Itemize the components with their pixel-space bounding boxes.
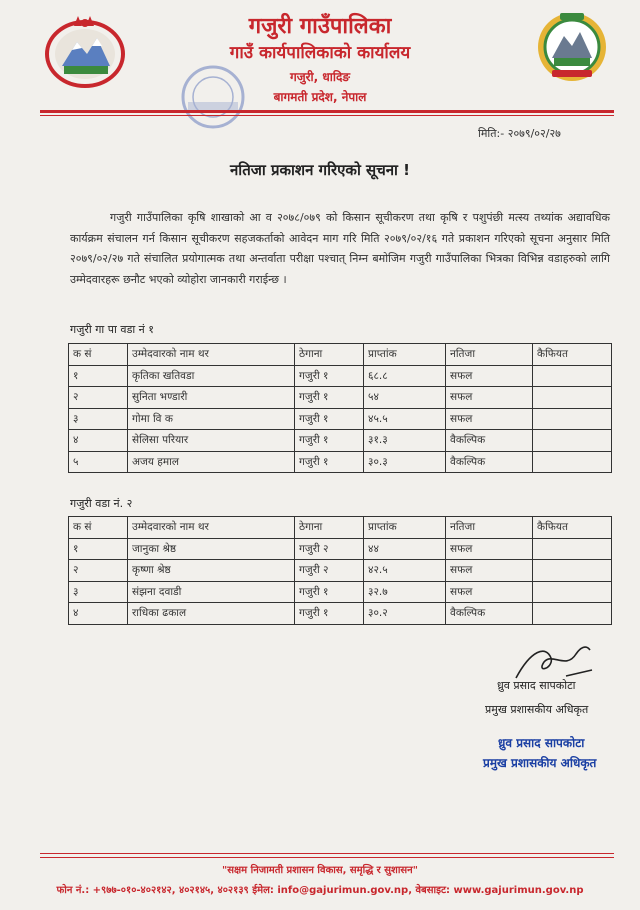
table-header-row <box>69 517 612 539</box>
table-cell: ५ <box>69 451 128 473</box>
table-cell: गजुरी १ <box>295 387 364 409</box>
table-cell: वैकल्पिक <box>446 430 533 452</box>
table-row <box>69 430 612 452</box>
table-cell: ३०.३ <box>364 451 446 473</box>
table-cell: गजुरी २ <box>295 560 364 582</box>
signatory-designation: प्रमुख प्रशासकीय अधिकृत <box>485 703 589 716</box>
table-row <box>69 603 612 625</box>
table-row <box>69 560 612 582</box>
table-cell: सफल <box>446 581 533 603</box>
office-location: गजुरी, धादिङ <box>289 70 351 84</box>
section-title: गजुरी गा पा वडा नं १ <box>70 323 154 336</box>
table-cell: कृष्णा श्रेष्ठ <box>128 560 295 582</box>
table-cell <box>533 560 612 582</box>
table-cell: १ <box>69 365 128 387</box>
footer-contact: फोन नं.: +९७७-०१०-४०२१४२, ४०२१४५, ४०२१३९ ईमेल: info@gajurimun.gov.np, वेबसाइट: www.gajurimun.gov.np <box>56 885 584 896</box>
footer-rule <box>40 853 614 854</box>
table-cell: वैकल्पिक <box>446 603 533 625</box>
table-cell: कृतिका खतिवडा <box>128 365 295 387</box>
nepal-emblem-icon <box>42 14 128 90</box>
table-header-cell: उम्मेदवारको नाम थर <box>128 517 295 539</box>
table-header-cell: क सं <box>69 344 128 366</box>
table-header-cell: क सं <box>69 517 128 539</box>
table-cell: ४५.५ <box>364 408 446 430</box>
table-cell: ३ <box>69 581 128 603</box>
table-header-cell: ठेगाना <box>295 517 364 539</box>
table-cell: ४४ <box>364 538 446 560</box>
header-rule-thin <box>40 115 614 116</box>
table-cell: गजुरी १ <box>295 603 364 625</box>
office-name: गाउँ कार्यपालिकाको कार्यालय <box>229 43 411 63</box>
table-cell: सुनिता भण्डारी <box>128 387 295 409</box>
table-header-cell: प्राप्तांक <box>364 517 446 539</box>
notice-title: नतिजा प्रकाशन गरिएको सूचना ! <box>229 161 410 179</box>
table-cell: २ <box>69 560 128 582</box>
results-table-ward-2 <box>68 516 612 625</box>
gaupalika-logo-icon <box>534 10 610 84</box>
table-header-cell: प्राप्तांक <box>364 344 446 366</box>
table-row <box>69 538 612 560</box>
table-cell <box>533 581 612 603</box>
table-cell: जानुका श्रेष्ठ <box>128 538 295 560</box>
table-header-cell: कैफियत <box>533 517 612 539</box>
table-cell: सफल <box>446 538 533 560</box>
signatory-name: ध्रुव प्रसाद सापकोटा <box>497 679 576 692</box>
seal-designation: प्रमुख प्रशासकीय अधिकृत <box>483 756 597 770</box>
table-row <box>69 581 612 603</box>
table-cell: ३१.३ <box>364 430 446 452</box>
table-cell: १ <box>69 538 128 560</box>
table-cell: संझना दवाडी <box>128 581 295 603</box>
table-cell: सफल <box>446 387 533 409</box>
results-table-ward-1 <box>68 343 612 473</box>
table-cell: गजुरी १ <box>295 430 364 452</box>
table-cell: अजय हमाल <box>128 451 295 473</box>
office-stamp-icon <box>178 62 248 132</box>
table-row <box>69 451 612 473</box>
table-cell <box>533 538 612 560</box>
table-header-cell: नतिजा <box>446 517 533 539</box>
table-header-cell: नतिजा <box>446 344 533 366</box>
table-cell: गजुरी १ <box>295 581 364 603</box>
table-cell: सफल <box>446 408 533 430</box>
notice-date: मिति:- २०७९/०२/२७ <box>478 127 561 140</box>
table-cell: ३२.७ <box>364 581 446 603</box>
municipality-title: गजुरी गाउँपालिका <box>248 14 392 39</box>
table-cell: वैकल्पिक <box>446 451 533 473</box>
table-cell: ४२.५ <box>364 560 446 582</box>
table-cell <box>533 603 612 625</box>
table-cell: गजुरी २ <box>295 538 364 560</box>
table-cell: ४ <box>69 603 128 625</box>
table-header-cell: उम्मेदवारको नाम थर <box>128 344 295 366</box>
footer-motto: "सक्षम निजामती प्रशासन विकास, समृद्धि र सुशासन" <box>222 865 418 876</box>
table-cell: गजुरी १ <box>295 365 364 387</box>
table-cell: ३०.२ <box>364 603 446 625</box>
table-cell: ६८.८ <box>364 365 446 387</box>
section-title: गजुरी वडा नं. २ <box>70 497 133 510</box>
table-cell <box>533 451 612 473</box>
table-header-row <box>69 344 612 366</box>
table-cell: राधिका ढकाल <box>128 603 295 625</box>
table-row <box>69 387 612 409</box>
seal-name: ध्रुव प्रसाद सापकोटा <box>498 736 585 750</box>
table-cell <box>533 365 612 387</box>
table-cell: गजुरी १ <box>295 408 364 430</box>
office-province: बागमती प्रदेश, नेपाल <box>273 90 367 104</box>
table-header-cell: कैफियत <box>533 344 612 366</box>
table-cell <box>533 408 612 430</box>
header-rule <box>40 110 614 113</box>
table-cell: २ <box>69 387 128 409</box>
notice-body: गजुरी गाउँपालिका कृषि शाखाको आ व २०७८/०७९ को किसान सूचीकरण तथा कृषि र पशुपंछी मत्स्य तथ्यांक अद्यावधिक कार्यक्रम संचालन गर्न किसान सूचीकरण सहजकर्ताको आवेदन माग गरि मिति २०७९/०२/१६ गते प्रकाशन गरिएको सूचना अनुसार मिति २०७९/०२/२७ गते संचालित प्रयोगात्मक तथा अन्तर्वाता परीक्षा पश्चात् निम्न बमोजिम गजुरी गाउँपालिका भित्रका विभिन्न वडाहरुको लागि उम्मेदवारहरू छनौट भएको व्योहोरा जानकारी गराईन्छ । <box>70 211 610 286</box>
table-cell: सेलिसा परियार <box>128 430 295 452</box>
table-row <box>69 365 612 387</box>
table-cell: गजुरी १ <box>295 451 364 473</box>
table-cell <box>533 387 612 409</box>
table-cell <box>533 430 612 452</box>
table-header-cell: ठेगाना <box>295 344 364 366</box>
table-cell: ३ <box>69 408 128 430</box>
table-cell: ५४ <box>364 387 446 409</box>
table-cell: ४ <box>69 430 128 452</box>
table-cell: सफल <box>446 365 533 387</box>
table-cell: सफल <box>446 560 533 582</box>
table-cell: गोमा वि क <box>128 408 295 430</box>
footer-rule-thin <box>40 857 614 858</box>
table-row <box>69 408 612 430</box>
